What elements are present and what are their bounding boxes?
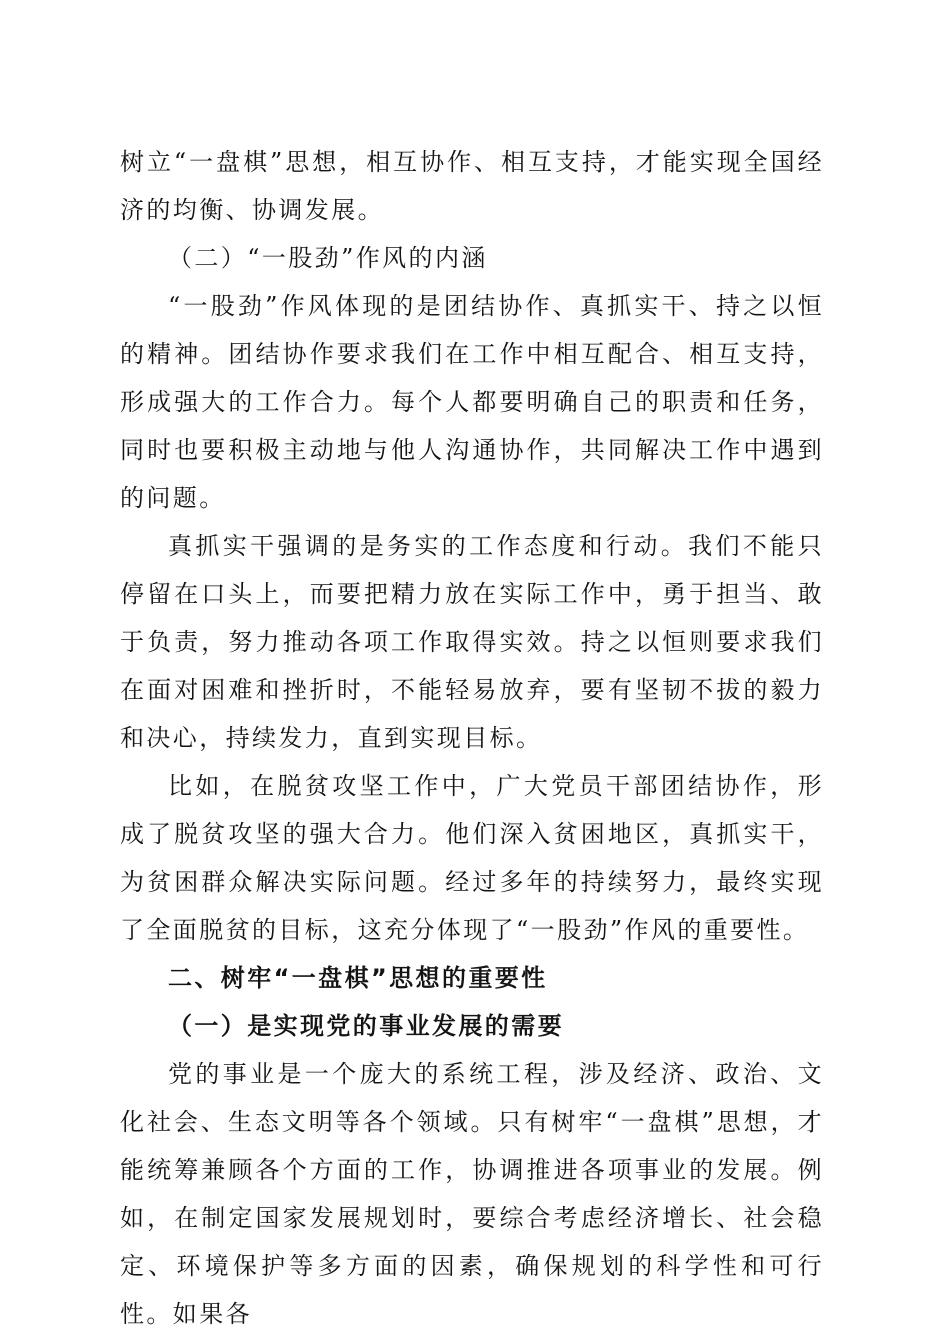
document-body [120,138,824,1338]
subheading-style-of-effort: （二）“一股劲”作风的内涵 [168,244,488,272]
paragraph-party-cause: 党的事业是一个庞大的系统工程，涉及经济、政治、文化社会、生态文明等各个领域。只有树牢“一盘棋”思想，才能统筹兼顾各个方面的工作，协调推进各项事业的发展。例如，在制定国家发展规划时，要综合考虑经济增长、社会稳定、环境保护等多方面的因素，确保规划的科学性和可行性。如果各 [120,1060,824,1328]
paragraph-poverty-example: 比如，在脱贫攻坚工作中，广大党员干部团结协作，形成了脱贫攻坚的强大合力。他们深入贫困地区，真抓实干，为贫困群众解决实际问题。经过多年的持续努力，最终实现了全面脱贫的目标，这充分体现了“一股劲”作风的重要性。 [120,772,824,944]
paragraph-unity-cooperation: “一股劲”作风体现的是团结协作、真抓实干、持之以恒的精神。团结协作要求我们在工作中相互配合、相互支持，形成强大的工作合力。每个人都要明确自己的职责和任务，同时也要积极主动地与他人沟通协作，共同解决工作中遇到的问题。 [120,292,824,512]
paragraph-continued: 树立“一盘棋”思想，相互协作、相互支持，才能实现全国经济的均衡、协调发展。 [120,148,824,224]
section-heading-importance: 二、树牢“一盘棋”思想的重要性 [168,964,548,992]
subheading-party-cause: （一）是实现党的事业发展的需要 [168,1011,564,1040]
paragraph-practical-work: 真抓实干强调的是务实的工作态度和行动。我们不能只停留在口头上，而要把精力放在实际工作中，勇于担当、敢于负责，努力推动各项工作取得实效。持之以恒则要求我们在面对困难和挫折时，不能轻易放弃，要有坚韧不拔的毅力和决心，持续发力，直到实现目标。 [120,532,824,752]
